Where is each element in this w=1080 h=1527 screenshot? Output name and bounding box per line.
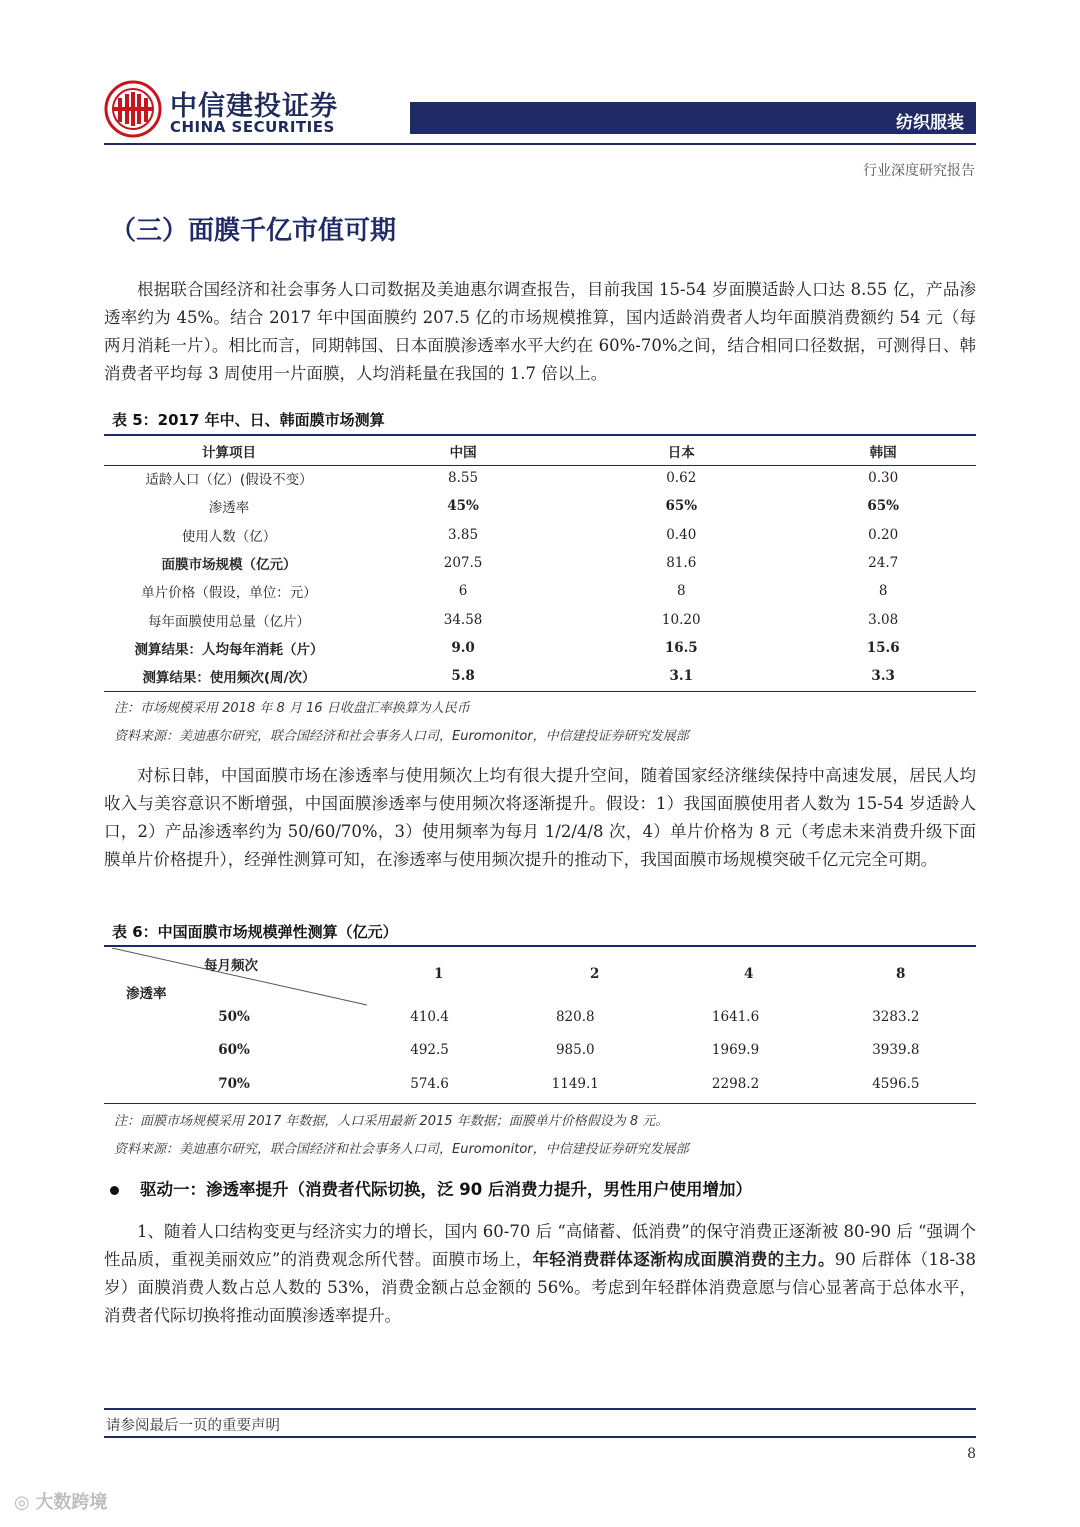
table6-note: 注：面膜市场规模采用 2017 年数据，人口采用最新 2015 年数据；面膜单片价格假设为 8 元。 bbox=[114, 1114, 669, 1129]
row-label: 测算结果：人均每年消耗（片） bbox=[134, 641, 324, 658]
paragraph-3-bold: 年轻消费群体逐渐构成面膜消费的主力。 bbox=[532, 1250, 835, 1269]
paragraph-3-part2: 90 后群体（18-38 岁）面膜消费人数占总人数的 53%，消费金额占总金额的 56%。考虑到年轻群体消费意愿与信心显著高于总体水平，消费者代际切换将推动面膜渗透率提升。 bbox=[104, 1250, 977, 1325]
table5-header-row bbox=[104, 437, 976, 464]
table5-bottom-rule bbox=[104, 691, 976, 692]
row-label: 70% bbox=[218, 1075, 250, 1092]
cell: 0.62 bbox=[666, 470, 697, 487]
table6-bottom-rule bbox=[104, 1103, 976, 1104]
table5 bbox=[104, 437, 976, 690]
cell: 410.4 bbox=[410, 1008, 449, 1025]
footer-divider-bottom bbox=[104, 1436, 976, 1438]
col-header: 2 bbox=[590, 966, 600, 982]
row-label: 面膜市场规模（亿元） bbox=[161, 557, 297, 574]
table-row bbox=[104, 1067, 976, 1101]
cell: 24.7 bbox=[868, 555, 899, 572]
table5-title: 表 5：2017 年中、日、韩面膜市场测算 bbox=[112, 411, 385, 429]
table5-note: 注：市场规模采用 2018 年 8 月 16 日收盘汇率换算为人民币 bbox=[114, 701, 470, 716]
section-title: （三）面膜千亿市值可期 bbox=[110, 216, 397, 246]
col-header: 4 bbox=[744, 966, 754, 982]
table5-header-cell: 日本 bbox=[667, 444, 695, 461]
cell: 3.08 bbox=[868, 611, 899, 628]
table5-header-cell: 韩国 bbox=[869, 444, 897, 461]
table-row bbox=[104, 464, 976, 492]
watermark bbox=[14, 1488, 107, 1514]
cell: 8 bbox=[676, 583, 686, 600]
cell: 207.5 bbox=[443, 555, 483, 572]
cell: 3939.8 bbox=[872, 1042, 920, 1059]
row-label: 60% bbox=[218, 1042, 250, 1059]
cell: 492.5 bbox=[410, 1042, 449, 1059]
table6-top-rule bbox=[104, 945, 976, 947]
page-number: 8 bbox=[967, 1446, 976, 1462]
bullet-heading: 驱动一：渗透率提升（消费者代际切换，泛 90 后消费力提升，男性用户使用增加） bbox=[140, 1180, 752, 1199]
cell: 0.40 bbox=[666, 526, 697, 543]
table6 bbox=[104, 1000, 976, 1101]
cell: 9.0 bbox=[451, 639, 475, 656]
table-row bbox=[104, 1000, 976, 1034]
cell: 1149.1 bbox=[551, 1075, 599, 1092]
bullet-icon bbox=[110, 1186, 119, 1195]
report-type: 行业深度研究报告 bbox=[863, 163, 975, 179]
table6-title: 表 6：中国面膜市场规模弹性测算（亿元） bbox=[112, 923, 398, 941]
cell: 15.6 bbox=[866, 639, 900, 656]
cell: 3283.2 bbox=[872, 1008, 920, 1025]
company-logo bbox=[104, 80, 162, 138]
table5-header-cell: 中国 bbox=[449, 444, 477, 461]
cell: 6 bbox=[458, 583, 468, 600]
row-label: 渗透率 bbox=[208, 500, 250, 517]
paragraph-1 bbox=[104, 276, 976, 388]
col-header: 8 bbox=[896, 966, 906, 982]
company-name-en: CHINA SECURITIES bbox=[170, 118, 335, 136]
row-label: 适龄人口（亿）(假设不变） bbox=[145, 472, 313, 489]
footer-disclaimer: 请参阅最后一页的重要声明 bbox=[106, 1418, 280, 1434]
cell: 10.20 bbox=[661, 611, 701, 628]
cell: 45% bbox=[447, 498, 479, 515]
header-divider bbox=[104, 143, 976, 145]
table5-source: 资料来源：美迪惠尔研究，联合国经济和社会事务人口司，Euromonitor，中信建投证券研究发展部 bbox=[114, 729, 689, 744]
category-label: 纺织服装 bbox=[896, 113, 964, 133]
watermark-text: 大数跨境 bbox=[35, 1492, 108, 1513]
cell: 5.8 bbox=[451, 668, 475, 685]
paragraph-3-part1: 1、随着人口结构变更与经济实力的增长，国内 60-70 后 “高储蓄、低消费”的保守消费正逐渐被 80-90 后 “强调个性品质，重视美丽效应”的消费观念所代替。面膜市场上， bbox=[104, 1222, 976, 1269]
row-label: 每年面膜使用总量（亿片） bbox=[148, 613, 310, 630]
cell: 820.8 bbox=[555, 1008, 595, 1025]
cell: 65% bbox=[867, 498, 899, 515]
table6-corner-top: 每月频次 bbox=[204, 958, 258, 974]
table-row bbox=[104, 634, 976, 662]
cell: 16.5 bbox=[664, 639, 698, 656]
paragraph-1-text: 根据联合国经济和社会事务人口司数据及美迪惠尔调查报告，目前我国 15-54 岁面膜适龄人口达 8.55 亿，产品渗透率约为 45%。结合 2017 年中国面膜约 207.5 亿的市场规模推算，国内适龄消费者人均年面膜消费额约 54 元（每两月消耗一片）。相比而言，同期韩国、日本面膜渗透率水平大约在 60%-70%之间，结合相同口径数据，可测得日、韩消费者平均每 3 周使用一片面膜，人均消耗量在我国的 1.7 倍以上。 bbox=[104, 280, 976, 383]
paragraph-2-text: 对标日韩，中国面膜市场在渗透率与使用频次上均有很大提升空间，随着国家经济继续保持中高速发展，居民人均收入与美容意识不断增强，中国面膜渗透率与使用频次将逐渐提升。假设：1）我国面膜使用者人数为 15-54 岁适龄人口，2）产品渗透率约为 50/60/70%，3）使用频率为每月 1/2/4/8 次，4）单片价格为 8 元（考虑未来消费升级下面膜单片价格提升），经弹性测算可知，在渗透率与使用频次提升的推动下，我国面膜市场规模突破千亿元完全可期。 bbox=[104, 766, 976, 869]
paragraph-2 bbox=[104, 762, 976, 874]
table6-corner bbox=[112, 948, 372, 1008]
table-row bbox=[104, 492, 976, 520]
cell: 574.6 bbox=[410, 1075, 449, 1092]
row-label: 使用人数（亿） bbox=[181, 528, 277, 545]
row-label: 测算结果：使用频次(周/次） bbox=[142, 670, 316, 687]
cell: 0.20 bbox=[868, 526, 899, 543]
table-row bbox=[104, 662, 976, 690]
table5-header-cell: 计算项目 bbox=[202, 444, 256, 461]
cell: 1641.6 bbox=[711, 1008, 760, 1025]
cell: 3.1 bbox=[669, 668, 693, 685]
row-label: 50% bbox=[218, 1008, 250, 1025]
table6-corner-bottom: 渗透率 bbox=[126, 986, 167, 1002]
cell: 8.55 bbox=[448, 470, 479, 487]
table-row bbox=[104, 521, 976, 549]
company-name-cn: 中信建投证券 bbox=[170, 91, 338, 122]
cell: 34.58 bbox=[443, 611, 483, 628]
cell: 985.0 bbox=[555, 1042, 595, 1059]
footer-divider bbox=[104, 1408, 976, 1410]
cell: 4596.5 bbox=[872, 1075, 920, 1092]
table-row bbox=[104, 605, 976, 633]
table-row bbox=[104, 1034, 976, 1068]
paragraph-3-text bbox=[104, 1218, 976, 1330]
category-bar bbox=[410, 102, 976, 134]
cell: 3.85 bbox=[448, 526, 479, 543]
table-row bbox=[104, 577, 976, 605]
table5-top-rule bbox=[104, 434, 976, 436]
row-label: 单片价格（假设，单位：元） bbox=[141, 585, 317, 602]
cell: 65% bbox=[665, 498, 698, 515]
watermark-icon: ◎ bbox=[14, 1492, 36, 1513]
cell: 8 bbox=[878, 583, 888, 600]
table6-source: 资料来源：美迪惠尔研究，联合国经济和社会事务人口司，Euromonitor，中信建投证券研究发展部 bbox=[114, 1142, 689, 1157]
cell: 3.3 bbox=[871, 668, 895, 685]
table-row bbox=[104, 549, 976, 577]
cell: 1969.9 bbox=[711, 1042, 760, 1059]
cell: 81.6 bbox=[666, 555, 697, 572]
cell: 2298.2 bbox=[711, 1075, 760, 1092]
col-header: 1 bbox=[434, 966, 444, 982]
cell: 0.30 bbox=[868, 470, 899, 487]
paragraph-3 bbox=[104, 1218, 976, 1330]
